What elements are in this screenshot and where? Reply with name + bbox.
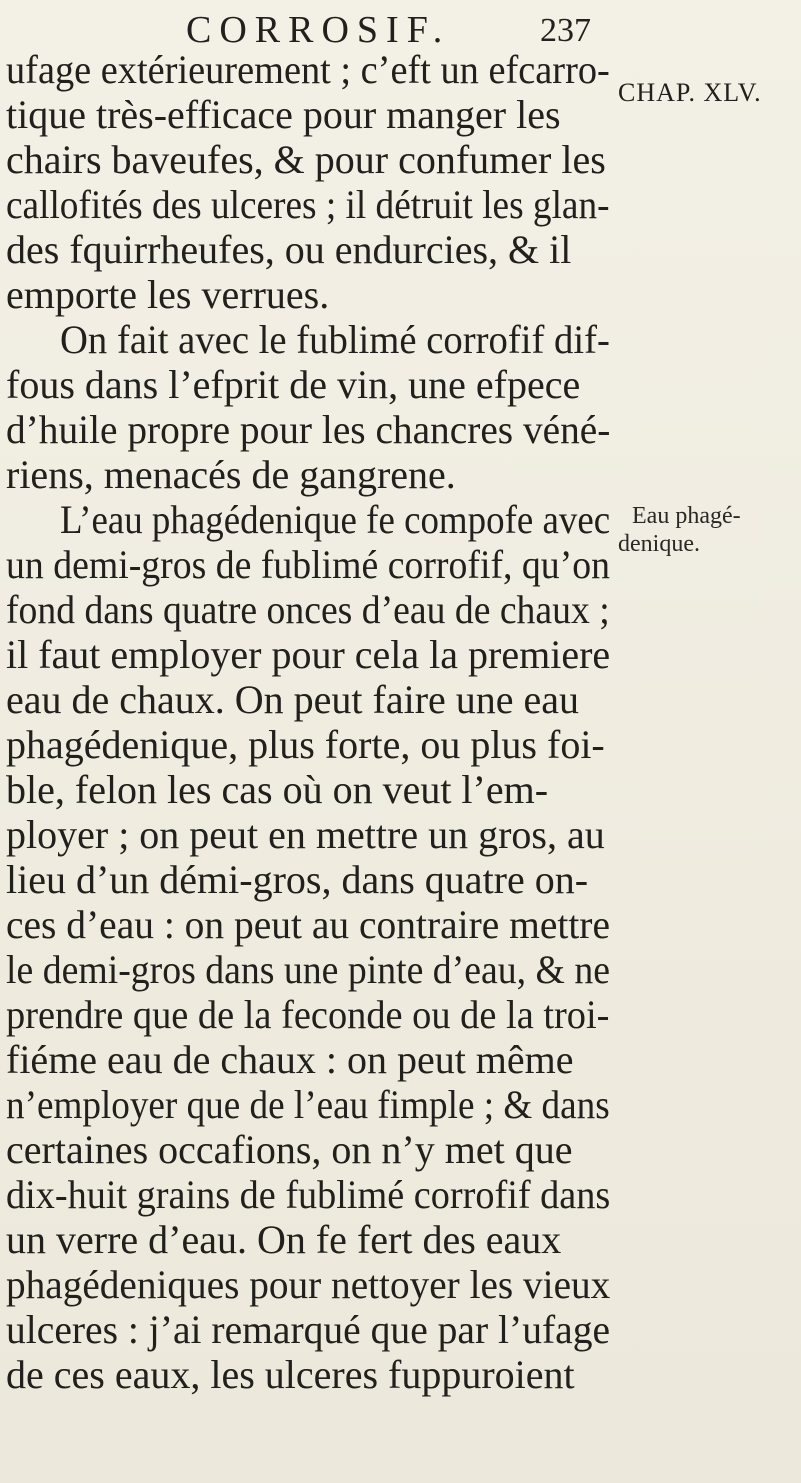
text-line: ufage extérieurement ; c’eft un efcarro- [6,47,610,92]
text-line: d’huile propre pour les chancres véné- [6,407,611,452]
text-line: des fquirrheufes, ou endurcies, & il [6,227,572,272]
text-line: fond dans quatre onces d’eau de chaux ; [6,587,610,632]
text-line: chairs baveufes, & pour confumer les [6,137,606,182]
text-line: eau de chaux. On peut faire une eau [6,677,580,722]
text-line: ble, felon les cas où on veut l’em- [6,767,549,812]
margin-note-line: denique. [618,531,700,557]
text-line: ulceres : j’ai remarqué que par l’ufage [6,1307,611,1352]
text-line: n’employer que de l’eau fimple ; & dans [6,1082,610,1127]
text-line: dix-huit grains de fublimé corrofif dans [6,1172,611,1217]
text-line: phagédenique, plus forte, ou plus foi- [6,722,605,767]
text-line: L’eau phagédenique fe compofe avec [60,497,611,542]
text-line: emporte les verrues. [6,272,330,317]
text-line: phagédeniques pour nettoyer les vieux [6,1262,611,1307]
chapter-mark: CHAP. XLV. [618,78,762,107]
text-line: lieu d’un démi-gros, dans quatre on- [6,857,589,902]
text-line: il faut employer pour cela la premiere [6,632,611,677]
text-line: callofités des ulceres ; il détruit les glan- [6,182,610,227]
text-line: fiéme eau de chaux : on peut même [6,1037,574,1082]
text-line: le demi-gros dans une pinte d’eau, & ne [6,947,610,992]
text-line: ces d’eau : on peut au contraire mettre [6,902,610,947]
text-line: fous dans l’efprit de vin, une efpece [6,362,581,407]
text-line: de ces eaux, les ulceres fuppuroient [6,1352,575,1397]
text-line: un verre d’eau. On fe fert des eaux [6,1217,562,1262]
running-head-title: CORROSIF. [186,9,451,51]
text-line: riens, menacés de gangrene. [6,452,456,497]
page-number: 237 [540,12,591,49]
text-line: On fait avec le fublimé corrofif dif- [60,317,610,362]
text-line: prendre que de la feconde ou de la troi- [6,992,610,1037]
margin-note-line: Eau phagé- [632,503,741,529]
text-line: un demi-gros de fublimé corrofif, qu’on [6,542,610,587]
text-line: certaines occafions, on n’y met que [6,1127,573,1172]
text-line: ployer ; on peut en mettre un gros, au [6,812,605,857]
text-line: tique très-efficace pour manger les [6,92,561,137]
